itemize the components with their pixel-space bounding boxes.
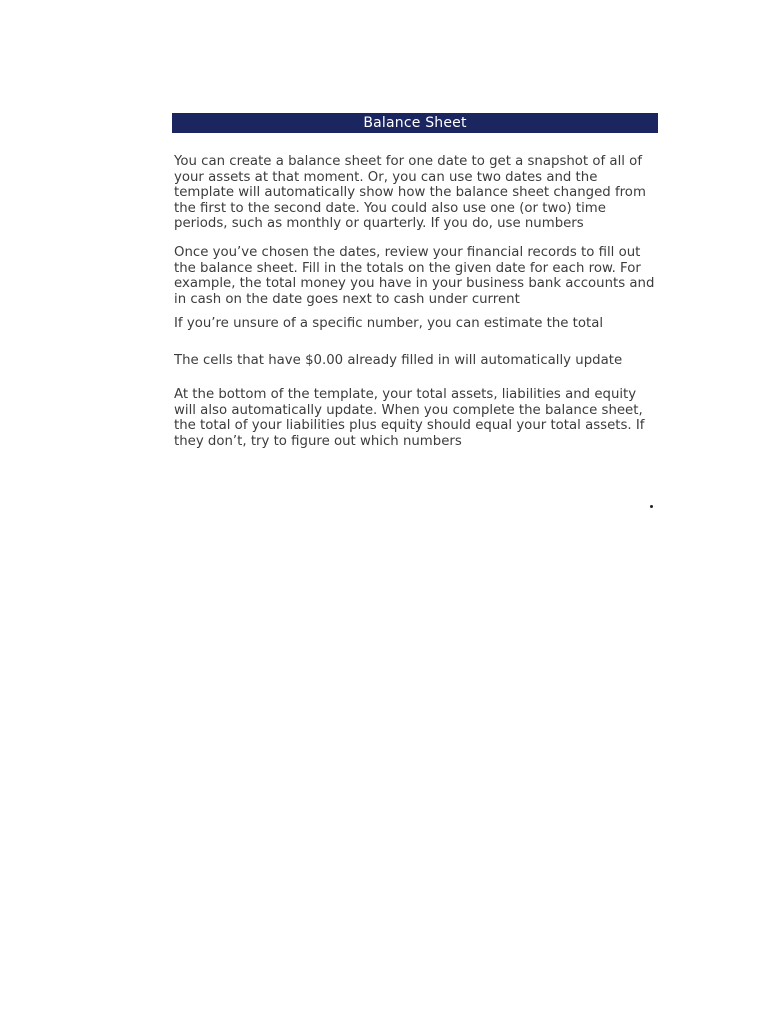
instruction-paragraph-records: Once you’ve chosen the dates, review your financial records to fill out the balance sheet. Fill in the totals on the given date for each row. For example, the total money you have in your business bank accounts and in cash on the date goes next to cash under current <box>174 245 655 307</box>
instruction-paragraph-estimate: If you’re unsure of a specific number, you can estimate the total <box>174 316 604 331</box>
instruction-paragraph-auto-cells: The cells that have $0.00 already filled in will automatically update <box>174 353 623 368</box>
sheet-title: Balance Sheet <box>172 113 658 133</box>
instruction-paragraph-dates: You can create a balance sheet for one date to get a snapshot of all of your assets at that moment. Or, you can use two dates and the template will automatically show how the balance sheet changed from the first to the second date. You could also use one (or two) time periods, such as monthly or quarterly. If you do, use numbers <box>174 154 646 232</box>
balance-sheet-instructions <box>172 113 658 449</box>
instruction-paragraph-totals: At the bottom of the template, your total assets, liabilities and equity will also automatically update. When you complete the balance sheet, the total of your liabilities plus equity should equal your total assets. If they don’t, try to figure out which numbers <box>174 387 645 449</box>
bullet-dot <box>650 505 653 508</box>
